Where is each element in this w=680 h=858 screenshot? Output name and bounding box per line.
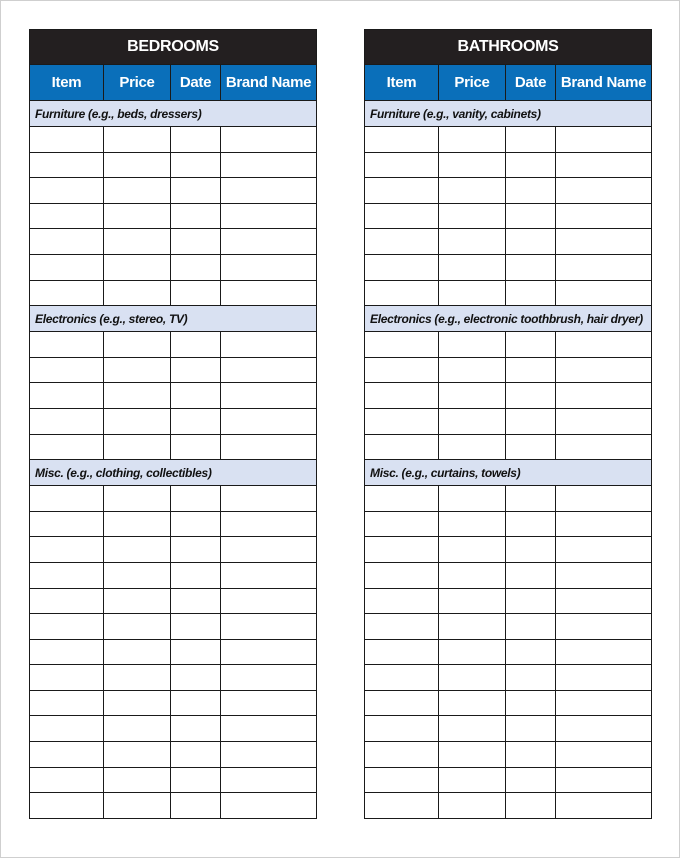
table-row (365, 178, 652, 204)
item-cell[interactable] (365, 767, 439, 793)
price-cell[interactable] (104, 408, 171, 434)
table-row (30, 639, 317, 665)
table-row (30, 254, 317, 280)
table-row (365, 152, 652, 178)
brand-name-cell[interactable] (556, 229, 652, 255)
brand-name-cell[interactable] (556, 332, 652, 358)
price-cell[interactable] (104, 793, 171, 819)
date-cell[interactable] (171, 229, 221, 255)
brand-name-cell[interactable] (221, 793, 317, 819)
date-cell[interactable] (171, 793, 221, 819)
table-row (365, 127, 652, 153)
price-cell[interactable] (104, 665, 171, 691)
price-cell[interactable] (104, 254, 171, 280)
date-cell[interactable] (506, 178, 556, 204)
item-cell[interactable] (30, 562, 104, 588)
date-cell[interactable] (506, 383, 556, 409)
price-cell[interactable] (104, 588, 171, 614)
item-cell[interactable] (30, 614, 104, 640)
price-cell[interactable] (104, 178, 171, 204)
brand-name-cell[interactable] (556, 537, 652, 563)
date-cell[interactable] (506, 408, 556, 434)
table-row (365, 434, 652, 460)
price-cell[interactable] (104, 614, 171, 640)
column-header-row (30, 65, 317, 101)
item-cell[interactable] (30, 588, 104, 614)
table-row (365, 665, 652, 691)
brand-name-cell[interactable] (221, 511, 317, 537)
table-row (365, 588, 652, 614)
table-row (30, 357, 317, 383)
price-cell[interactable] (104, 434, 171, 460)
date-cell[interactable] (171, 280, 221, 306)
column-header-price: Price (439, 65, 506, 101)
brand-name-cell[interactable] (221, 716, 317, 742)
price-cell[interactable] (439, 716, 506, 742)
brand-name-cell[interactable] (556, 178, 652, 204)
brand-name-cell[interactable] (221, 127, 317, 153)
section-label: Furniture (e.g., vanity, cabinets) (365, 101, 652, 127)
section-label: Furniture (e.g., beds, dressers) (30, 101, 317, 127)
item-cell[interactable] (365, 793, 439, 819)
price-cell[interactable] (439, 639, 506, 665)
section-header-row (365, 306, 652, 332)
table-row (365, 511, 652, 537)
date-cell[interactable] (171, 588, 221, 614)
table-row (365, 614, 652, 640)
item-cell[interactable] (30, 639, 104, 665)
date-cell[interactable] (506, 665, 556, 691)
price-cell[interactable] (439, 254, 506, 280)
table-row (30, 665, 317, 691)
brand-name-cell[interactable] (221, 152, 317, 178)
date-cell[interactable] (171, 665, 221, 691)
price-cell[interactable] (439, 383, 506, 409)
price-cell[interactable] (104, 229, 171, 255)
table-row (30, 562, 317, 588)
table-row (30, 511, 317, 537)
price-cell[interactable] (104, 639, 171, 665)
date-cell[interactable] (171, 254, 221, 280)
table-row (30, 280, 317, 306)
table-row (365, 280, 652, 306)
date-cell[interactable] (506, 203, 556, 229)
table-row (30, 203, 317, 229)
price-cell[interactable] (104, 203, 171, 229)
price-cell[interactable] (439, 280, 506, 306)
table-row (30, 127, 317, 153)
item-cell[interactable] (365, 332, 439, 358)
brand-name-cell[interactable] (221, 357, 317, 383)
item-cell[interactable] (365, 639, 439, 665)
item-cell[interactable] (365, 562, 439, 588)
date-cell[interactable] (506, 254, 556, 280)
date-cell[interactable] (171, 434, 221, 460)
brand-name-cell[interactable] (556, 254, 652, 280)
section-header-row (365, 460, 652, 486)
price-cell[interactable] (104, 511, 171, 537)
price-cell[interactable] (104, 152, 171, 178)
table-row (365, 357, 652, 383)
item-cell[interactable] (365, 254, 439, 280)
brand-name-cell[interactable] (221, 665, 317, 691)
table-row (365, 742, 652, 768)
table-row (365, 716, 652, 742)
table-row (30, 588, 317, 614)
brand-name-cell[interactable] (221, 383, 317, 409)
item-cell[interactable] (365, 716, 439, 742)
date-cell[interactable] (506, 511, 556, 537)
table-row (30, 793, 317, 819)
item-cell[interactable] (30, 716, 104, 742)
price-cell[interactable] (439, 152, 506, 178)
item-cell[interactable] (365, 588, 439, 614)
item-cell[interactable] (365, 742, 439, 768)
price-cell[interactable] (104, 332, 171, 358)
section-header-row (30, 101, 317, 127)
section-header-row (30, 460, 317, 486)
date-cell[interactable] (171, 332, 221, 358)
date-cell[interactable] (171, 357, 221, 383)
item-cell[interactable] (30, 486, 104, 512)
table-row (30, 716, 317, 742)
date-cell[interactable] (171, 537, 221, 563)
date-cell[interactable] (506, 152, 556, 178)
brand-name-cell[interactable] (221, 690, 317, 716)
item-cell[interactable] (365, 383, 439, 409)
brand-name-cell[interactable] (556, 434, 652, 460)
price-cell[interactable] (439, 562, 506, 588)
item-cell[interactable] (365, 537, 439, 563)
section-header-row (30, 306, 317, 332)
date-cell[interactable] (506, 690, 556, 716)
item-cell[interactable] (30, 357, 104, 383)
item-cell[interactable] (30, 767, 104, 793)
table-row (365, 254, 652, 280)
date-cell[interactable] (506, 357, 556, 383)
brand-name-cell[interactable] (556, 665, 652, 691)
table-row (365, 537, 652, 563)
date-cell[interactable] (171, 767, 221, 793)
item-cell[interactable] (365, 690, 439, 716)
table-row (365, 690, 652, 716)
date-cell[interactable] (171, 614, 221, 640)
price-cell[interactable] (439, 742, 506, 768)
brand-name-cell[interactable] (556, 408, 652, 434)
brand-name-cell[interactable] (221, 434, 317, 460)
brand-name-cell[interactable] (221, 408, 317, 434)
price-cell[interactable] (439, 588, 506, 614)
item-cell[interactable] (30, 127, 104, 153)
date-cell[interactable] (506, 767, 556, 793)
date-cell[interactable] (171, 203, 221, 229)
brand-name-cell[interactable] (556, 742, 652, 768)
price-cell[interactable] (439, 614, 506, 640)
price-cell[interactable] (104, 127, 171, 153)
item-cell[interactable] (30, 332, 104, 358)
date-cell[interactable] (171, 408, 221, 434)
item-cell[interactable] (30, 152, 104, 178)
price-cell[interactable] (104, 383, 171, 409)
price-cell[interactable] (439, 127, 506, 153)
date-cell[interactable] (171, 562, 221, 588)
brand-name-cell[interactable] (556, 357, 652, 383)
item-cell[interactable] (365, 127, 439, 153)
brand-name-cell[interactable] (556, 383, 652, 409)
date-cell[interactable] (171, 486, 221, 512)
date-cell[interactable] (506, 280, 556, 306)
section-header-row (365, 101, 652, 127)
section-label: Misc. (e.g., curtains, towels) (365, 460, 652, 486)
table-row (365, 486, 652, 512)
table-row (365, 767, 652, 793)
price-cell[interactable] (104, 716, 171, 742)
brand-name-cell[interactable] (556, 562, 652, 588)
table-title: BATHROOMS (365, 30, 652, 65)
price-cell[interactable] (439, 486, 506, 512)
table-title-row (30, 30, 317, 65)
column-header-row (365, 65, 652, 101)
price-cell[interactable] (439, 793, 506, 819)
brand-name-cell[interactable] (556, 203, 652, 229)
date-cell[interactable] (506, 562, 556, 588)
date-cell[interactable] (506, 793, 556, 819)
price-cell[interactable] (104, 357, 171, 383)
price-cell[interactable] (439, 332, 506, 358)
table-row (30, 690, 317, 716)
brand-name-cell[interactable] (556, 716, 652, 742)
item-cell[interactable] (30, 793, 104, 819)
column-header-date: Date (506, 65, 556, 101)
column-header-date: Date (171, 65, 221, 101)
brand-name-cell[interactable] (221, 537, 317, 563)
section-label: Electronics (e.g., stereo, TV) (30, 306, 317, 332)
table-row (30, 767, 317, 793)
date-cell[interactable] (171, 639, 221, 665)
price-cell[interactable] (104, 767, 171, 793)
price-cell[interactable] (439, 178, 506, 204)
item-cell[interactable] (30, 203, 104, 229)
item-cell[interactable] (365, 511, 439, 537)
item-cell[interactable] (365, 229, 439, 255)
date-cell[interactable] (171, 690, 221, 716)
brand-name-cell[interactable] (221, 588, 317, 614)
brand-name-cell[interactable] (221, 178, 317, 204)
section-label: Electronics (e.g., electronic toothbrush, hair dryer) (365, 306, 652, 332)
table-row (30, 434, 317, 460)
price-cell[interactable] (104, 537, 171, 563)
table-row (30, 742, 317, 768)
date-cell[interactable] (171, 742, 221, 768)
table-row (30, 486, 317, 512)
bedrooms-inventory-table (29, 29, 317, 819)
date-cell[interactable] (506, 434, 556, 460)
brand-name-cell[interactable] (556, 152, 652, 178)
date-cell[interactable] (171, 152, 221, 178)
item-cell[interactable] (365, 408, 439, 434)
date-cell[interactable] (171, 178, 221, 204)
item-cell[interactable] (30, 383, 104, 409)
brand-name-cell[interactable] (556, 614, 652, 640)
brand-name-cell[interactable] (556, 280, 652, 306)
date-cell[interactable] (171, 511, 221, 537)
item-cell[interactable] (30, 690, 104, 716)
item-cell[interactable] (30, 280, 104, 306)
column-header-price: Price (104, 65, 171, 101)
price-cell[interactable] (439, 511, 506, 537)
date-cell[interactable] (506, 127, 556, 153)
item-cell[interactable] (30, 537, 104, 563)
table-row (365, 383, 652, 409)
table-row (30, 537, 317, 563)
brand-name-cell[interactable] (556, 127, 652, 153)
item-cell[interactable] (365, 357, 439, 383)
price-cell[interactable] (104, 280, 171, 306)
item-cell[interactable] (30, 665, 104, 691)
bathrooms-inventory-table (364, 29, 652, 819)
item-cell[interactable] (365, 280, 439, 306)
price-cell[interactable] (439, 690, 506, 716)
item-cell[interactable] (365, 152, 439, 178)
table-row (30, 614, 317, 640)
brand-name-cell[interactable] (221, 742, 317, 768)
item-cell[interactable] (365, 203, 439, 229)
date-cell[interactable] (506, 614, 556, 640)
date-cell[interactable] (506, 537, 556, 563)
date-cell[interactable] (506, 742, 556, 768)
brand-name-cell[interactable] (221, 639, 317, 665)
price-cell[interactable] (439, 229, 506, 255)
table-row (30, 332, 317, 358)
item-cell[interactable] (365, 178, 439, 204)
price-cell[interactable] (104, 486, 171, 512)
table-row (365, 203, 652, 229)
date-cell[interactable] (506, 229, 556, 255)
brand-name-cell[interactable] (556, 690, 652, 716)
price-cell[interactable] (439, 203, 506, 229)
item-cell[interactable] (30, 178, 104, 204)
price-cell[interactable] (104, 562, 171, 588)
price-cell[interactable] (439, 357, 506, 383)
item-cell[interactable] (30, 511, 104, 537)
price-cell[interactable] (439, 665, 506, 691)
price-cell[interactable] (439, 767, 506, 793)
column-header-brand-name: Brand Name (221, 65, 317, 101)
date-cell[interactable] (506, 588, 556, 614)
item-cell[interactable] (365, 614, 439, 640)
table-row (30, 383, 317, 409)
table-title: BEDROOMS (30, 30, 317, 65)
table-title-row (365, 30, 652, 65)
brand-name-cell[interactable] (221, 229, 317, 255)
brand-name-cell[interactable] (556, 793, 652, 819)
date-cell[interactable] (171, 716, 221, 742)
table-row (30, 152, 317, 178)
table-row (365, 639, 652, 665)
item-cell[interactable] (365, 665, 439, 691)
price-cell[interactable] (439, 408, 506, 434)
brand-name-cell[interactable] (221, 280, 317, 306)
column-header-brand-name: Brand Name (556, 65, 652, 101)
item-cell[interactable] (30, 408, 104, 434)
brand-name-cell[interactable] (221, 486, 317, 512)
price-cell[interactable] (104, 742, 171, 768)
brand-name-cell[interactable] (221, 332, 317, 358)
price-cell[interactable] (439, 434, 506, 460)
table-row (365, 793, 652, 819)
item-cell[interactable] (365, 434, 439, 460)
brand-name-cell[interactable] (556, 767, 652, 793)
table-row (30, 178, 317, 204)
date-cell[interactable] (171, 127, 221, 153)
brand-name-cell[interactable] (221, 254, 317, 280)
price-cell[interactable] (439, 537, 506, 563)
item-cell[interactable] (30, 229, 104, 255)
item-cell[interactable] (30, 742, 104, 768)
brand-name-cell[interactable] (221, 614, 317, 640)
brand-name-cell[interactable] (556, 639, 652, 665)
brand-name-cell[interactable] (221, 767, 317, 793)
column-header-item: Item (30, 65, 104, 101)
table-row (365, 229, 652, 255)
table-row (365, 332, 652, 358)
column-header-item: Item (365, 65, 439, 101)
item-cell[interactable] (365, 486, 439, 512)
price-cell[interactable] (104, 690, 171, 716)
brand-name-cell[interactable] (556, 511, 652, 537)
brand-name-cell[interactable] (221, 203, 317, 229)
date-cell[interactable] (506, 716, 556, 742)
section-label: Misc. (e.g., clothing, collectibles) (30, 460, 317, 486)
brand-name-cell[interactable] (556, 486, 652, 512)
date-cell[interactable] (506, 639, 556, 665)
brand-name-cell[interactable] (221, 562, 317, 588)
date-cell[interactable] (506, 332, 556, 358)
table-row (365, 408, 652, 434)
item-cell[interactable] (30, 434, 104, 460)
brand-name-cell[interactable] (556, 588, 652, 614)
table-row (30, 408, 317, 434)
item-cell[interactable] (30, 254, 104, 280)
date-cell[interactable] (506, 486, 556, 512)
date-cell[interactable] (171, 383, 221, 409)
table-row (365, 562, 652, 588)
table-row (30, 229, 317, 255)
